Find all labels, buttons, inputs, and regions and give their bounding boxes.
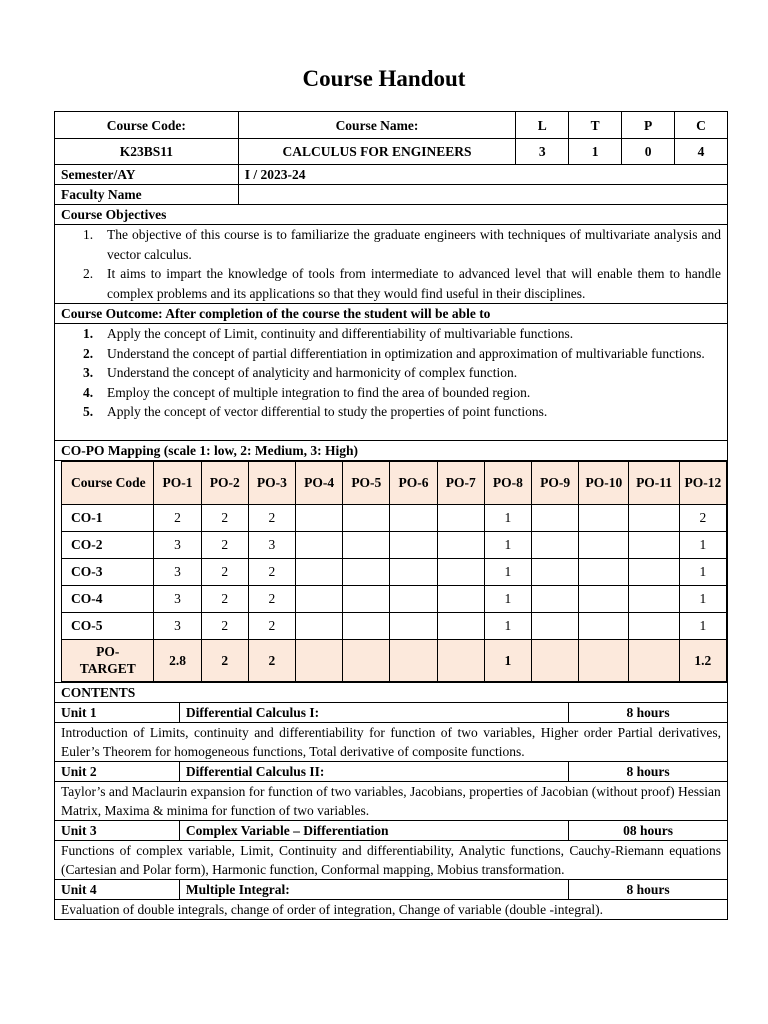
unit-label: Unit 3 — [55, 820, 180, 840]
po-header: PO-6 — [390, 461, 437, 504]
copo-row — [62, 558, 727, 585]
copo-value — [579, 585, 629, 612]
po-header: PO-7 — [437, 461, 484, 504]
copo-value — [437, 585, 484, 612]
copo-value — [532, 531, 579, 558]
po-header: PO-4 — [296, 461, 343, 504]
outcome-item: 4. Employ the concept of multiple integration to find the area of bounded region. — [83, 384, 531, 400]
copo-value: 1 — [484, 531, 531, 558]
copo-value: 1 — [679, 558, 726, 585]
copo-value — [296, 504, 343, 531]
course-code: K23BS11 — [55, 139, 239, 165]
copo-value — [296, 531, 343, 558]
po-header: PO-11 — [629, 461, 679, 504]
unit-title: Differential Calculus II: — [179, 761, 568, 781]
copo-table — [61, 461, 727, 682]
unit-header-row — [55, 761, 728, 781]
po-target-value: 2 — [248, 639, 295, 681]
po-header: PO-1 — [154, 461, 201, 504]
copo-cell — [55, 460, 728, 682]
t-value: 1 — [569, 139, 622, 165]
copo-value: 2 — [154, 504, 201, 531]
copo-value: 2 — [201, 531, 248, 558]
unit-label: Unit 4 — [55, 879, 180, 899]
p-label: P — [622, 112, 675, 139]
copo-value — [579, 504, 629, 531]
copo-row — [62, 585, 727, 612]
co-label: CO-4 — [62, 585, 154, 612]
po-header: PO-10 — [579, 461, 629, 504]
copo-value: 3 — [154, 585, 201, 612]
copo-value — [629, 504, 679, 531]
copo-value: 2 — [679, 504, 726, 531]
copo-heading: CO-PO Mapping (scale 1: low, 2: Medium, 3: High) — [55, 440, 728, 460]
semester-label: Semester/AY — [55, 165, 239, 185]
copo-value — [629, 612, 679, 639]
copo-value — [343, 612, 390, 639]
copo-value — [629, 585, 679, 612]
unit-description: Functions of complex variable, Limit, Continuity and differentiability, Analytic functions, Cauchy-Riemann equations (Cartesian and Polar form), Harmonic function, Conformal mapping, Mobius transformation. — [55, 840, 728, 879]
unit-label: Unit 1 — [55, 702, 180, 722]
unit-header-row — [55, 879, 728, 899]
copo-value: 1 — [484, 612, 531, 639]
course-name: CALCULUS FOR ENGINEERS — [238, 139, 516, 165]
unit-title: Multiple Integral: — [179, 879, 568, 899]
copo-value: 2 — [201, 504, 248, 531]
copo-value — [296, 558, 343, 585]
po-header: PO-5 — [343, 461, 390, 504]
po-target-row — [62, 639, 727, 681]
copo-value: 3 — [154, 612, 201, 639]
copo-value — [579, 531, 629, 558]
faculty-label: Faculty Name — [55, 185, 239, 205]
unit-hours: 8 hours — [569, 702, 728, 722]
unit-header-row — [55, 702, 728, 722]
copo-row — [62, 531, 727, 558]
copo-value — [532, 585, 579, 612]
copo-value — [579, 558, 629, 585]
t-label: T — [569, 112, 622, 139]
copo-value — [343, 531, 390, 558]
unit-description: Introduction of Limits, continuity and differentiability for function of two variables, Higher order Partial derivatives, Euler’s Theorem for homogeneous functions, Total derivative of composite functions. — [55, 722, 728, 761]
copo-value — [296, 585, 343, 612]
co-label: CO-3 — [62, 558, 154, 585]
copo-value: 3 — [154, 558, 201, 585]
copo-value: 2 — [248, 504, 295, 531]
copo-value — [390, 612, 437, 639]
objectives-heading: Course Objectives — [55, 205, 728, 225]
po-target-value: 2 — [201, 639, 248, 681]
co-label: CO-2 — [62, 531, 154, 558]
copo-value: 2 — [248, 558, 295, 585]
copo-value — [532, 504, 579, 531]
po-target-value — [296, 639, 343, 681]
po-target-label: PO-TARGET — [62, 639, 154, 681]
po-target-value — [579, 639, 629, 681]
course-code-label: Course Code: — [55, 112, 239, 139]
l-label: L — [516, 112, 569, 139]
copo-value — [343, 585, 390, 612]
po-target-value: 1.2 — [679, 639, 726, 681]
copo-value: 1 — [484, 504, 531, 531]
copo-value: 3 — [154, 531, 201, 558]
copo-value — [390, 531, 437, 558]
copo-value: 1 — [484, 585, 531, 612]
copo-value — [532, 558, 579, 585]
co-label: CO-5 — [62, 612, 154, 639]
unit-description: Evaluation of double integrals, change of order of integration, Change of variable (double -integral). — [55, 899, 728, 919]
copo-value — [390, 558, 437, 585]
copo-value — [390, 585, 437, 612]
copo-value — [579, 612, 629, 639]
unit-hours: 8 hours — [569, 761, 728, 781]
copo-value — [437, 558, 484, 585]
outcome-item: 5. Apply the concept of vector differential to study the properties of point functions. — [83, 404, 548, 419]
p-value: 0 — [622, 139, 675, 165]
copo-corner: Course Code — [62, 461, 154, 504]
copo-row — [62, 504, 727, 531]
objective-item: 2. It aims to impart the knowledge of tools from intermediate to advanced level that will enable them to handle complex problems and its applications so that they would find useful in their disciplines. — [83, 266, 721, 301]
copo-value — [629, 531, 679, 558]
copo-value — [437, 612, 484, 639]
copo-value: 1 — [679, 612, 726, 639]
copo-value: 1 — [679, 585, 726, 612]
unit-hours: 8 hours — [569, 879, 728, 899]
po-header: PO-9 — [532, 461, 579, 504]
objective-item: 1. The objective of this course is to familiarize the graduate engineers with techniques of multivariate analysis and vector calculus. — [83, 227, 721, 262]
objectives-cell — [55, 225, 728, 304]
po-target-value — [437, 639, 484, 681]
copo-value — [343, 504, 390, 531]
copo-value — [296, 612, 343, 639]
po-header: PO-3 — [248, 461, 295, 504]
outcomes-heading: Course Outcome: After completion of the course the student will be able to — [55, 304, 728, 324]
contents-heading: CONTENTS — [55, 682, 728, 702]
copo-value — [629, 558, 679, 585]
outcomes-cell — [55, 324, 728, 441]
po-target-value: 2.8 — [154, 639, 201, 681]
copo-value: 2 — [248, 612, 295, 639]
po-header: PO-8 — [484, 461, 531, 504]
copo-value — [437, 531, 484, 558]
po-header: PO-12 — [679, 461, 726, 504]
copo-value — [532, 612, 579, 639]
copo-value — [437, 504, 484, 531]
copo-value: 3 — [248, 531, 295, 558]
c-value: 4 — [675, 139, 728, 165]
po-target-value — [343, 639, 390, 681]
co-label: CO-1 — [62, 504, 154, 531]
semester-value: I / 2023-24 — [238, 165, 727, 185]
course-name-label: Course Name: — [238, 112, 516, 139]
c-label: C — [675, 112, 728, 139]
unit-label: Unit 2 — [55, 761, 180, 781]
copo-value: 1 — [679, 531, 726, 558]
copo-value — [390, 504, 437, 531]
po-target-value: 1 — [484, 639, 531, 681]
copo-value: 2 — [201, 585, 248, 612]
unit-description: Taylor’s and Maclaurin expansion for function of two variables, Jacobians, properties of Jacobian (without proof) Hessian Matrix, Maxima & minima for function of two variables. — [55, 781, 728, 820]
copo-row — [62, 612, 727, 639]
faculty-value — [238, 185, 727, 205]
objectives-list — [61, 225, 721, 303]
po-header: PO-2 — [201, 461, 248, 504]
unit-header-row — [55, 820, 728, 840]
unit-title: Complex Variable – Differentiation — [179, 820, 568, 840]
copo-value: 1 — [484, 558, 531, 585]
po-target-value — [390, 639, 437, 681]
copo-value: 2 — [201, 612, 248, 639]
outcomes-list — [61, 324, 721, 422]
course-handout-table — [54, 111, 728, 920]
outcome-item: 2. Understand the concept of partial differentiation in optimization and approximation of multivariable functions. — [83, 345, 705, 361]
page-title: Course Handout — [302, 66, 466, 91]
copo-value — [343, 558, 390, 585]
unit-title: Differential Calculus I: — [179, 702, 568, 722]
unit-hours: 08 hours — [569, 820, 728, 840]
copo-value: 2 — [248, 585, 295, 612]
po-target-value — [532, 639, 579, 681]
l-value: 3 — [516, 139, 569, 165]
outcome-item: 3. Understand the concept of analyticity and harmonicity of complex function. — [83, 365, 518, 380]
outcome-item: 1. Apply the concept of Limit, continuity and differentiability of multivariable functions. — [83, 326, 574, 341]
po-target-value — [629, 639, 679, 681]
copo-value: 2 — [201, 558, 248, 585]
